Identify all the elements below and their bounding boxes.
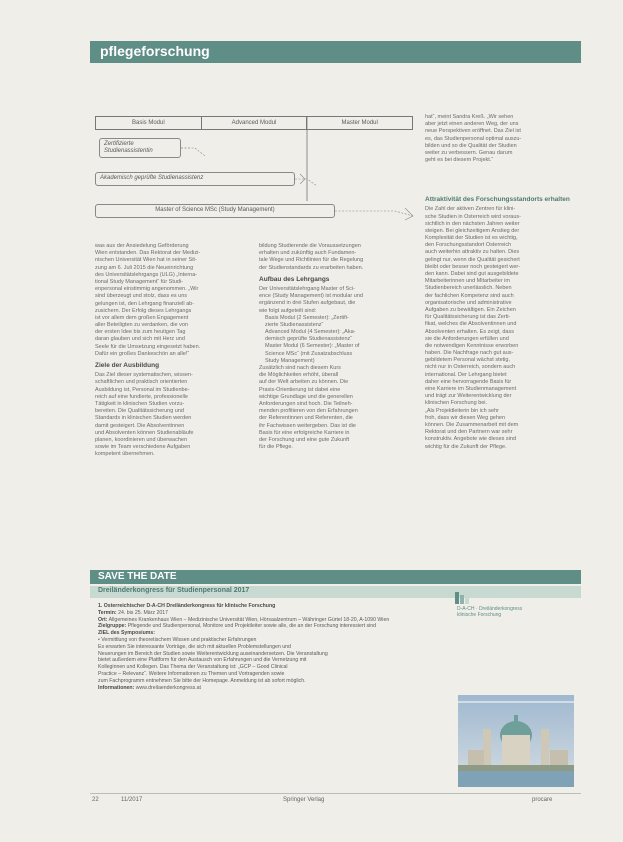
body-text-line: bilden und so die Qualität der Studien	[425, 142, 517, 149]
body-text-line: nischen Universität Wien hat in seiner Sit-	[95, 257, 197, 264]
termin-label: Termin:	[98, 609, 117, 616]
body-text-line: den kann. Dabei sind gut ausgebildete	[425, 271, 519, 277]
body-text-line: tional Study Management“ für Studi-	[95, 278, 184, 285]
body-text-line: enpersonal einstimmig angenommen. „Wir	[95, 286, 199, 293]
column-3	[425, 114, 575, 451]
ziel-line: • Vermittlung von theoretischem Wissen und praktischer Erfahrungen	[98, 636, 257, 643]
info-label: Informationen:	[98, 684, 135, 691]
body-text-line: Die Zahl der aktiven Zentren für klini-	[425, 206, 516, 213]
body-text-line: und Absolventen können Studienabläufe	[95, 429, 194, 436]
body-text-line: die Möglichkeiten erhöht, überall	[259, 372, 339, 379]
body-text-line: der fachlichen Kompetenz sind auch	[425, 292, 514, 299]
issue-date: 11/2017	[121, 797, 143, 803]
body-text-line: Tätigkeit in klinischen Studien vorzu-	[95, 400, 185, 407]
body-text-line: Studienbereich unerlässlich. Neben	[425, 285, 512, 292]
vienna-photo	[458, 695, 574, 787]
body-text-line: aller Beteiligten zu verdanken, die von	[95, 322, 188, 329]
body-text-line: froh, dass wir diesen Weg gehen	[425, 414, 505, 421]
box-akademisch: Akademisch geprüfte Studienassistenz	[95, 172, 295, 186]
body-text-line: weiter zu verbessern. Genau darum	[425, 149, 513, 156]
body-text-line: sind überzeugt und stolz, dass es uns	[95, 293, 188, 300]
body-text-line: Anforderungen sind hoch. Die Teilneh-	[259, 400, 353, 407]
body-text-line: sowie im Team verschiedene Aufgaben	[95, 444, 191, 451]
body-text-line: bereiten. Die Qualitätssicherung und	[95, 408, 184, 415]
ziel-line: bietet außerdem eine Plattform für den Austausch von Erfahrungen und die Vernetzung mit	[98, 657, 307, 664]
body-text-line: was aus der Ansiedelung Geförderung	[95, 243, 189, 249]
body-text-line: sichtlich in den nächsten Jahren weiter	[425, 220, 520, 227]
bullet-line: Science MSc“ (mit Zusatzabschluss	[265, 350, 353, 357]
body-text-line: neue Perspektiven eröffnet. Das Ziel ist	[425, 128, 521, 135]
body-text-line: Praxis-Orientierung ist dabei eine	[259, 386, 341, 393]
body-text-line: international. Der Lehrgang bietet	[425, 371, 507, 378]
body-text-line: Standards in klinischen Studien werden	[95, 415, 192, 422]
body-text-line: nicht nur in Österreich, sondern auch	[425, 364, 516, 371]
body-text-line: bleibt oder besser noch gesteigert wer-	[425, 263, 521, 270]
body-text-line: den Forschungsstandort Österreich	[425, 242, 512, 249]
footer-rule	[90, 793, 581, 794]
heading-aufbau: Aufbau des Lehrgangs	[259, 275, 330, 283]
ziel-line: Es erwarten Sie interessante Vorträge, die sich mit aktuellen Problemstellungen und	[98, 643, 291, 650]
publisher: Springer Verlag	[283, 797, 325, 803]
body-text-line: eine Karriere im Studienmanagement	[425, 386, 517, 392]
body-text-line: Komplexität der Studien ist es wichtig,	[425, 235, 518, 242]
page-number: 22	[92, 797, 99, 803]
logo-line1: D-A-CH · Dreiländerkongress	[457, 606, 523, 612]
box-master: Master of Science MSc (Study Management)	[95, 204, 335, 218]
heading-ziele: Ziele der Ausbildung	[95, 362, 160, 369]
body-text-line: damit gesteigert. Die Absolventinnen	[95, 422, 185, 429]
body-text-line: haben. Die Nachfrage nach gut aus-	[425, 350, 514, 357]
body-text-line: reich auf eine fundierte, professionelle	[95, 393, 188, 400]
body-text-line: gelungen ist, den Lehrgang finanziell ab-	[95, 300, 195, 307]
body-text-line: ihr Fachwissen weitergeben. Das ist die	[259, 422, 356, 429]
body-text-line: können. Die Zusammenarbeit mit dem	[425, 421, 519, 428]
karlskirche-image	[458, 695, 574, 787]
body-text-line: sie die Anforderungen erfüllen und	[425, 335, 509, 342]
termin-value: 24. bis 25. März 2017	[118, 609, 168, 616]
box1-line1: Zertifizierte	[104, 141, 134, 147]
body-text-line: für Qualitätssicherung ist das Zerti-	[425, 314, 511, 321]
body-text-line: klinischen Forschung bei.	[425, 400, 488, 407]
body-text-line: bildung Studierende die Voraussetzungen	[259, 243, 361, 249]
body-text-line: wichtig für die Zukunft der Pflege.	[425, 443, 507, 450]
ziel-line: Practice – Relevanz“. Weitere Informationen zu Themen und Vortragenden sowie	[98, 670, 285, 677]
ort-label: Ort:	[98, 616, 108, 623]
bullet-line: Basis Modul (2 Semester): „Zertifi-	[265, 314, 349, 321]
body-text-line: Basis für eine erfolgreiche Karriere in	[259, 429, 350, 436]
column-1	[95, 243, 235, 458]
body-text-line: die notwendigen Kenntnisse erworben	[425, 342, 519, 349]
body-text-line: Rektorat und den Partnern war sehr	[425, 429, 513, 436]
box-zertifizierte	[99, 138, 181, 158]
body-text-line: „Als Projektleiterin bin ich sehr	[425, 407, 499, 414]
body-text-line: konstruktiv. Angebote wie dieses sind	[425, 436, 517, 443]
zielgruppe-label: Zielgruppe:	[98, 623, 127, 630]
bullet-line: Advanced Modul (4 Semester): „Aka-	[265, 329, 356, 336]
body-text-line: ergänzend in drei Stufen aufgebaut, die	[259, 300, 356, 307]
body-text-line: auf der Welt arbeiten zu können. Die	[259, 379, 349, 386]
body-text-line: Dafür ein großes Dankeschön an alle!“	[95, 350, 190, 357]
body-text-line: zusichern. Der Erfolg dieses Lehrgangs	[95, 307, 192, 314]
section-header-bar	[90, 41, 581, 63]
info-value: www.dreilaenderkongress.at	[135, 684, 201, 691]
body-text-line: des Universitätslehrgangs (ULG) „Interna-	[95, 271, 198, 278]
body-text-line: Zusätzlich sind nach diesem Kurs	[259, 365, 341, 372]
save-the-date-body	[98, 603, 568, 691]
body-text-line: aber jetzt einen anderen Weg, der uns	[425, 121, 519, 128]
body-text-line: Der Universitätslehrgang Master of Sci-	[259, 285, 355, 292]
body-text-line: gelingt nur, wenn die Qualität gesichert	[425, 256, 520, 263]
save-the-date-subtitle: Dreiländerkongress für Studienpersonal 2017	[98, 587, 250, 594]
body-text-line: Absolventen erhalten. Es zeigt, dass	[425, 328, 514, 335]
body-text-line: tale Wege und Richtlinien für die Regelung	[259, 257, 364, 264]
body-text-line: organisatorische und administrative	[425, 299, 512, 306]
body-text-line: planen, koordinieren und überwachen	[95, 436, 188, 443]
body-text-line: für die Pflege.	[259, 444, 293, 451]
body-text-line: der Forschung und eine gute Zukunft	[259, 436, 350, 443]
bullet-line: zierte Studienassistenz“	[265, 321, 324, 328]
body-text-line: Aufgaben zu bewältigen. Ein Zeichen	[425, 306, 516, 313]
body-text-line: Mitarbeiterinnen und Mitarbeiter im	[425, 278, 510, 285]
save-the-date-title: SAVE THE DATE	[98, 571, 177, 582]
column-2	[259, 243, 399, 451]
body-text-line: und trägt zur Weiterentwicklung der	[425, 393, 512, 400]
bullet-line: Master Modul (6 Semester): „Master of	[265, 343, 360, 350]
body-text-line: erhalten und zukünftig auch Fundamen-	[259, 250, 357, 257]
body-text-line: daran glauben und sich mit Herz und	[95, 336, 185, 343]
body-text-line: der Referentinnen und Referenten, die	[259, 415, 353, 422]
heading-attraktivitaet: Attraktivität des Forschungsstandorts erhalten	[425, 196, 570, 204]
save-the-date-bar	[90, 570, 581, 584]
body-text-line: ence (Study Management) ist modular und	[259, 293, 363, 300]
body-text-line: wie folgt aufgeteilt sind:	[259, 307, 317, 314]
module-master: Master Modul	[341, 120, 378, 126]
module-basis: Basis Modul	[96, 117, 202, 129]
body-text-line: Ausbildung ist, Personal im Studienbe-	[95, 386, 190, 393]
section-title: pflegeforschung	[100, 43, 210, 59]
body-text-line: sche Studien in Österreich wird voraus-	[425, 213, 521, 220]
magazine-name: procare	[532, 797, 553, 803]
body-text-line: fikat, welches die Absolventinnen und	[425, 321, 517, 328]
body-text-line: Wien entstanden. Das Rektorat der Medizi-	[95, 250, 201, 257]
zielgruppe-value: Pflegende und Studienpersonal, Monitore und Projektleiter sowie alle, die an der Forschung interessiert sind	[127, 623, 376, 630]
bullet-line: demisch geprüfte Studienassistenz“	[265, 336, 353, 343]
body-text-line: geht es bei diesem Projekt.“	[425, 157, 494, 164]
body-text-line: ist vor allem dem großen Engagement	[95, 314, 189, 321]
box1-line2: Studienassistentin	[104, 148, 153, 154]
body-text-line: menden profitieren von den Erfahrungen	[259, 408, 358, 415]
body-text-line: hat“, meint Sandra Kreß. „Wir sehen	[425, 114, 514, 120]
body-text-line: Das Ziel dieser systematischen, wissen-	[95, 372, 193, 379]
body-text-line: auch weiterhin attraktiv zu halten. Dies	[425, 249, 520, 256]
module-advanced: Advanced Modul	[202, 117, 308, 129]
ort-value: Allgemeines Krankenhaus Wien – Medizinische Universität Wien, Hörsaalzentrum – Währinger Gürtel 18-20, A-1090 Wien	[108, 616, 390, 623]
body-text-line: kompetent übernehmen.	[95, 451, 155, 458]
curriculum-diagram	[95, 116, 415, 226]
body-text-line: gebildetem Personal wächst stetig,	[425, 357, 510, 364]
ziel-line: zum Fachprogramm entnehmen Sie bitte der Homepage. Anmeldung ist ab sofort möglich.	[98, 677, 306, 684]
body-text-line: Seele für die Umsetzung eingesetzt haben.	[95, 343, 201, 350]
body-text-line: wichtige Grundlage und die generellen	[259, 393, 353, 400]
body-text-line: es, das Studienpersonal optimal auszu-	[425, 135, 522, 142]
body-text-line: steigen. Bei gleichzeitigem Anstieg der	[425, 227, 520, 234]
bullet-line: Study Management)	[265, 357, 315, 364]
body-text-line: daher eine hervorragende Basis für	[425, 378, 512, 385]
event-title: 1. Österreichischer D-A-CH Dreiländerkongress für klinische Forschung	[98, 603, 276, 609]
body-text-line: der Studienstandards zu erarbeiten haben.	[259, 264, 364, 271]
ziel-line: Kolleginnen und Kollegen. Das Thema der Veranstaltung ist: „GCP – Good Clinical	[98, 664, 288, 671]
logo-line2: klinische Forschung	[457, 612, 502, 618]
body-text-line: zung am 6. Juli 2015 die Neueinrichtung	[95, 264, 194, 271]
ziel-line: Neuerungen im Bereich der Studien sowie Weiterentwicklung auseinandersetzen. Die Veranstaltung	[98, 650, 328, 657]
body-text-line: der ersten Idee bis zum heutigen Tag	[95, 329, 186, 336]
body-text-line: schaftlichen und praktisch orientierten	[95, 379, 188, 386]
ziel-label: ZIEL des Symposiums:	[98, 630, 155, 637]
